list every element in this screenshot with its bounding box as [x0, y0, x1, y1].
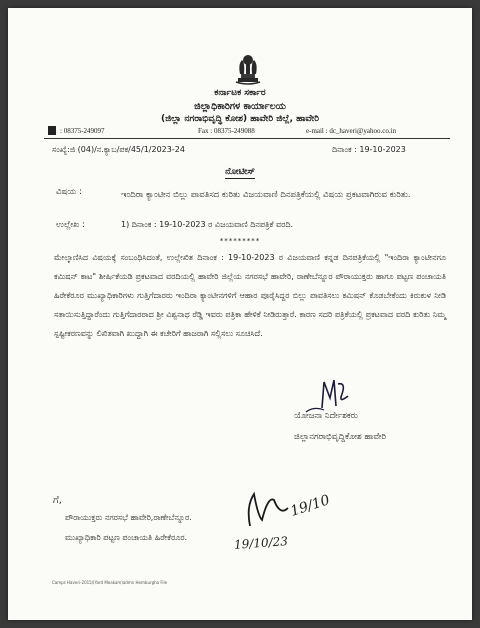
- signatory-designation: ಯೋಜನಾ ನಿರ್ದೇಶಕರು: [294, 411, 358, 421]
- subject-text: ಇಂದಿರಾ ಕ್ಯಾಂಟೀನ ಬಿಲ್ಲು ಪಾವತಿಸದ ಕುರಿತು ವಿಜಯವಾಣಿ ದಿನಪತ್ರಿಕೆಯಲ್ಲಿ ವಿಷಯ ಪ್ರಕಟವಾಗಿರುವ ಕುರಿತು.: [121, 190, 411, 200]
- reference-item: 1) ದಿನಾಂಕ : 19-10-2023 ರ ವಿಜಯವಾಣಿ ದಿನಪತ್ರಿಕೆ ವರದಿ.: [121, 220, 294, 229]
- receipt-signature: [244, 486, 294, 532]
- reference-number: ಸಂಖ್ಯೆ:ಜಿ (04)/ನ.ಕ್ಯಾಬ/ಪಕ/45/1/2023-24: [52, 145, 185, 154]
- notice-title: [8, 167, 472, 177]
- handwritten-date-1: 19/10: [288, 492, 332, 520]
- email-address: e-mail : dc_haveri@yahoo.co.in: [306, 127, 397, 135]
- recipients-label: ಗೆ,: [53, 495, 62, 506]
- subject-label: ವಿಷಯ :: [56, 187, 82, 197]
- state-emblem-icon: [232, 52, 264, 86]
- recipient-2: ಮುಖ್ಯಾಧಿಕಾರಿ ಪಟ್ಟಣ ಪಂಚಾಯತಿ ಹಿರೇಕೆರೂರ.: [65, 533, 188, 542]
- document-date: ದಿನಾಂಕ : 19-10-2023: [332, 145, 406, 154]
- handwritten-date-2: 19/10/23: [233, 534, 289, 552]
- body-paragraph: ಮೇಲ್ಕಾಣಿಸಿದ ವಿಷಯಕ್ಕೆ ಸಂಬಂಧಿಸಿದಂತೆ, ಉಲ್ಲೇಖಿತ ದಿನಾಂಕ : 19-10-2023 ರ ವಿಜಯವಾಣಿ ಕನ್ನಡ ದಿನಪತ್ರಿಕೆಯಲ್ಲಿ "ಇಂದಿರಾ ಕ್ಯಾಂಟೀನಗೂ ಕಮಿಷನ್ ಕಾಟ" ಶೀರ್ಷಿಕೆಯಡಿ ಪ್ರಕಟವಾದ ವರದಿಯಲ್ಲಿ ಹಾವೇರಿ ಜಿಲ್ಲೆಯ ನಗರಸಭೆ ಹಾವೇರಿ, ರಾಣೇಬೆನ್ನೂರ ಪೌರಾಯುಕ್ತರು ಹಾಗೂ ಪಟ್ಟಣ ಪಂಚಾಯತಿ ಹಿರೇಕೆರೂರ ಮುಖ್ಯಾಧಿಕಾರಿಗಳು ಗುತ್ತಿಗೆದಾರರು ಇಂದಿರಾ ಕ್ಯಾಂಟೀನಗಳಿಗೆ ಆಹಾರ ಪೂರೈಸಿದ್ದರ ಬಿಲ್ಲು ಪಾವತಿಸಲು ಕಮಿಷನ್ ಕೊಡಬೇಕೆಂದು ಕಿರುಕುಳ ನೀಡಿ ಸತಾಯಿಸುತ್ತಿದ್ದಾರೆಂದು ಗುತ್ತಿಗೆದಾರರಾದ ಶ್ರೀ ವಿಶ್ವನಾಥ ರೆಡ್ಡಿ ಇವರು ಪತ್ರಿಕಾ ಹೇಳಿಕೆ ನೀಡಿರುತ್ತಾರೆ. ಕಾರಣ ಸದರಿ ಪತ್ರಿಕೆಯಲ್ಲಿ ಪ್ರಕಟವಾದ ವರದಿ ಕುರಿತು ನಿಮ್ಮ ಸ್ಪಷ್ಟೀಕರಣವನ್ನು ಲಿಖಿತವಾಗಿ ಖುದ್ದಾಗಿ ಈ ಕಚೇರಿಗೆ ಹಾಜರಾಗಿ ಸಲ್ಲಿಸಲು ಸೂಚಿಸಿದೆ.: [54, 253, 446, 338]
- separator: *********: [219, 237, 261, 245]
- document-page: [8, 8, 472, 620]
- footer-path: Camps Haveri-2015/(Yard Meakam)admn Hemburgha File: [52, 580, 168, 585]
- phone-icon: [48, 126, 56, 135]
- references-label: ಉಲ್ಲೇಖ :: [56, 220, 85, 230]
- signatory-office: ಜಿಲ್ಲಾನಗರಾಭಿವೃದ್ದಿಕೋಶ ಹಾವೇರಿ: [294, 432, 387, 442]
- officer-signature: [294, 376, 364, 414]
- header-rule: [44, 138, 450, 139]
- fax-number: Fax : 08375-249088: [198, 127, 255, 135]
- office-division: (ಜಿಲ್ಲಾ ನಗರಾಭಿವೃದ್ಧಿ ಕೋಶ) ಹಾವೇರಿ ಜಿಲ್ಲೆ, ಹಾವೇರಿ: [160, 114, 320, 124]
- recipient-1: ಪೌರಾಯುಕ್ತರು ನಗರಸಭೆ ಹಾವೇರಿ,ರಾಣೇಬೆನ್ನೂರ.: [65, 513, 192, 522]
- office-name: ಜಿಲ್ಲಾಧಿಕಾರಿಗಳ ಕಾರ್ಯಾಲಯ: [194, 101, 286, 112]
- notice-title-text: ನೋಟೀಸ್: [225, 167, 255, 177]
- phone-number: : 08375-249097: [60, 127, 105, 135]
- government-name: ಕರ್ನಾಟಕ ಸರ್ಕಾರ: [214, 88, 266, 98]
